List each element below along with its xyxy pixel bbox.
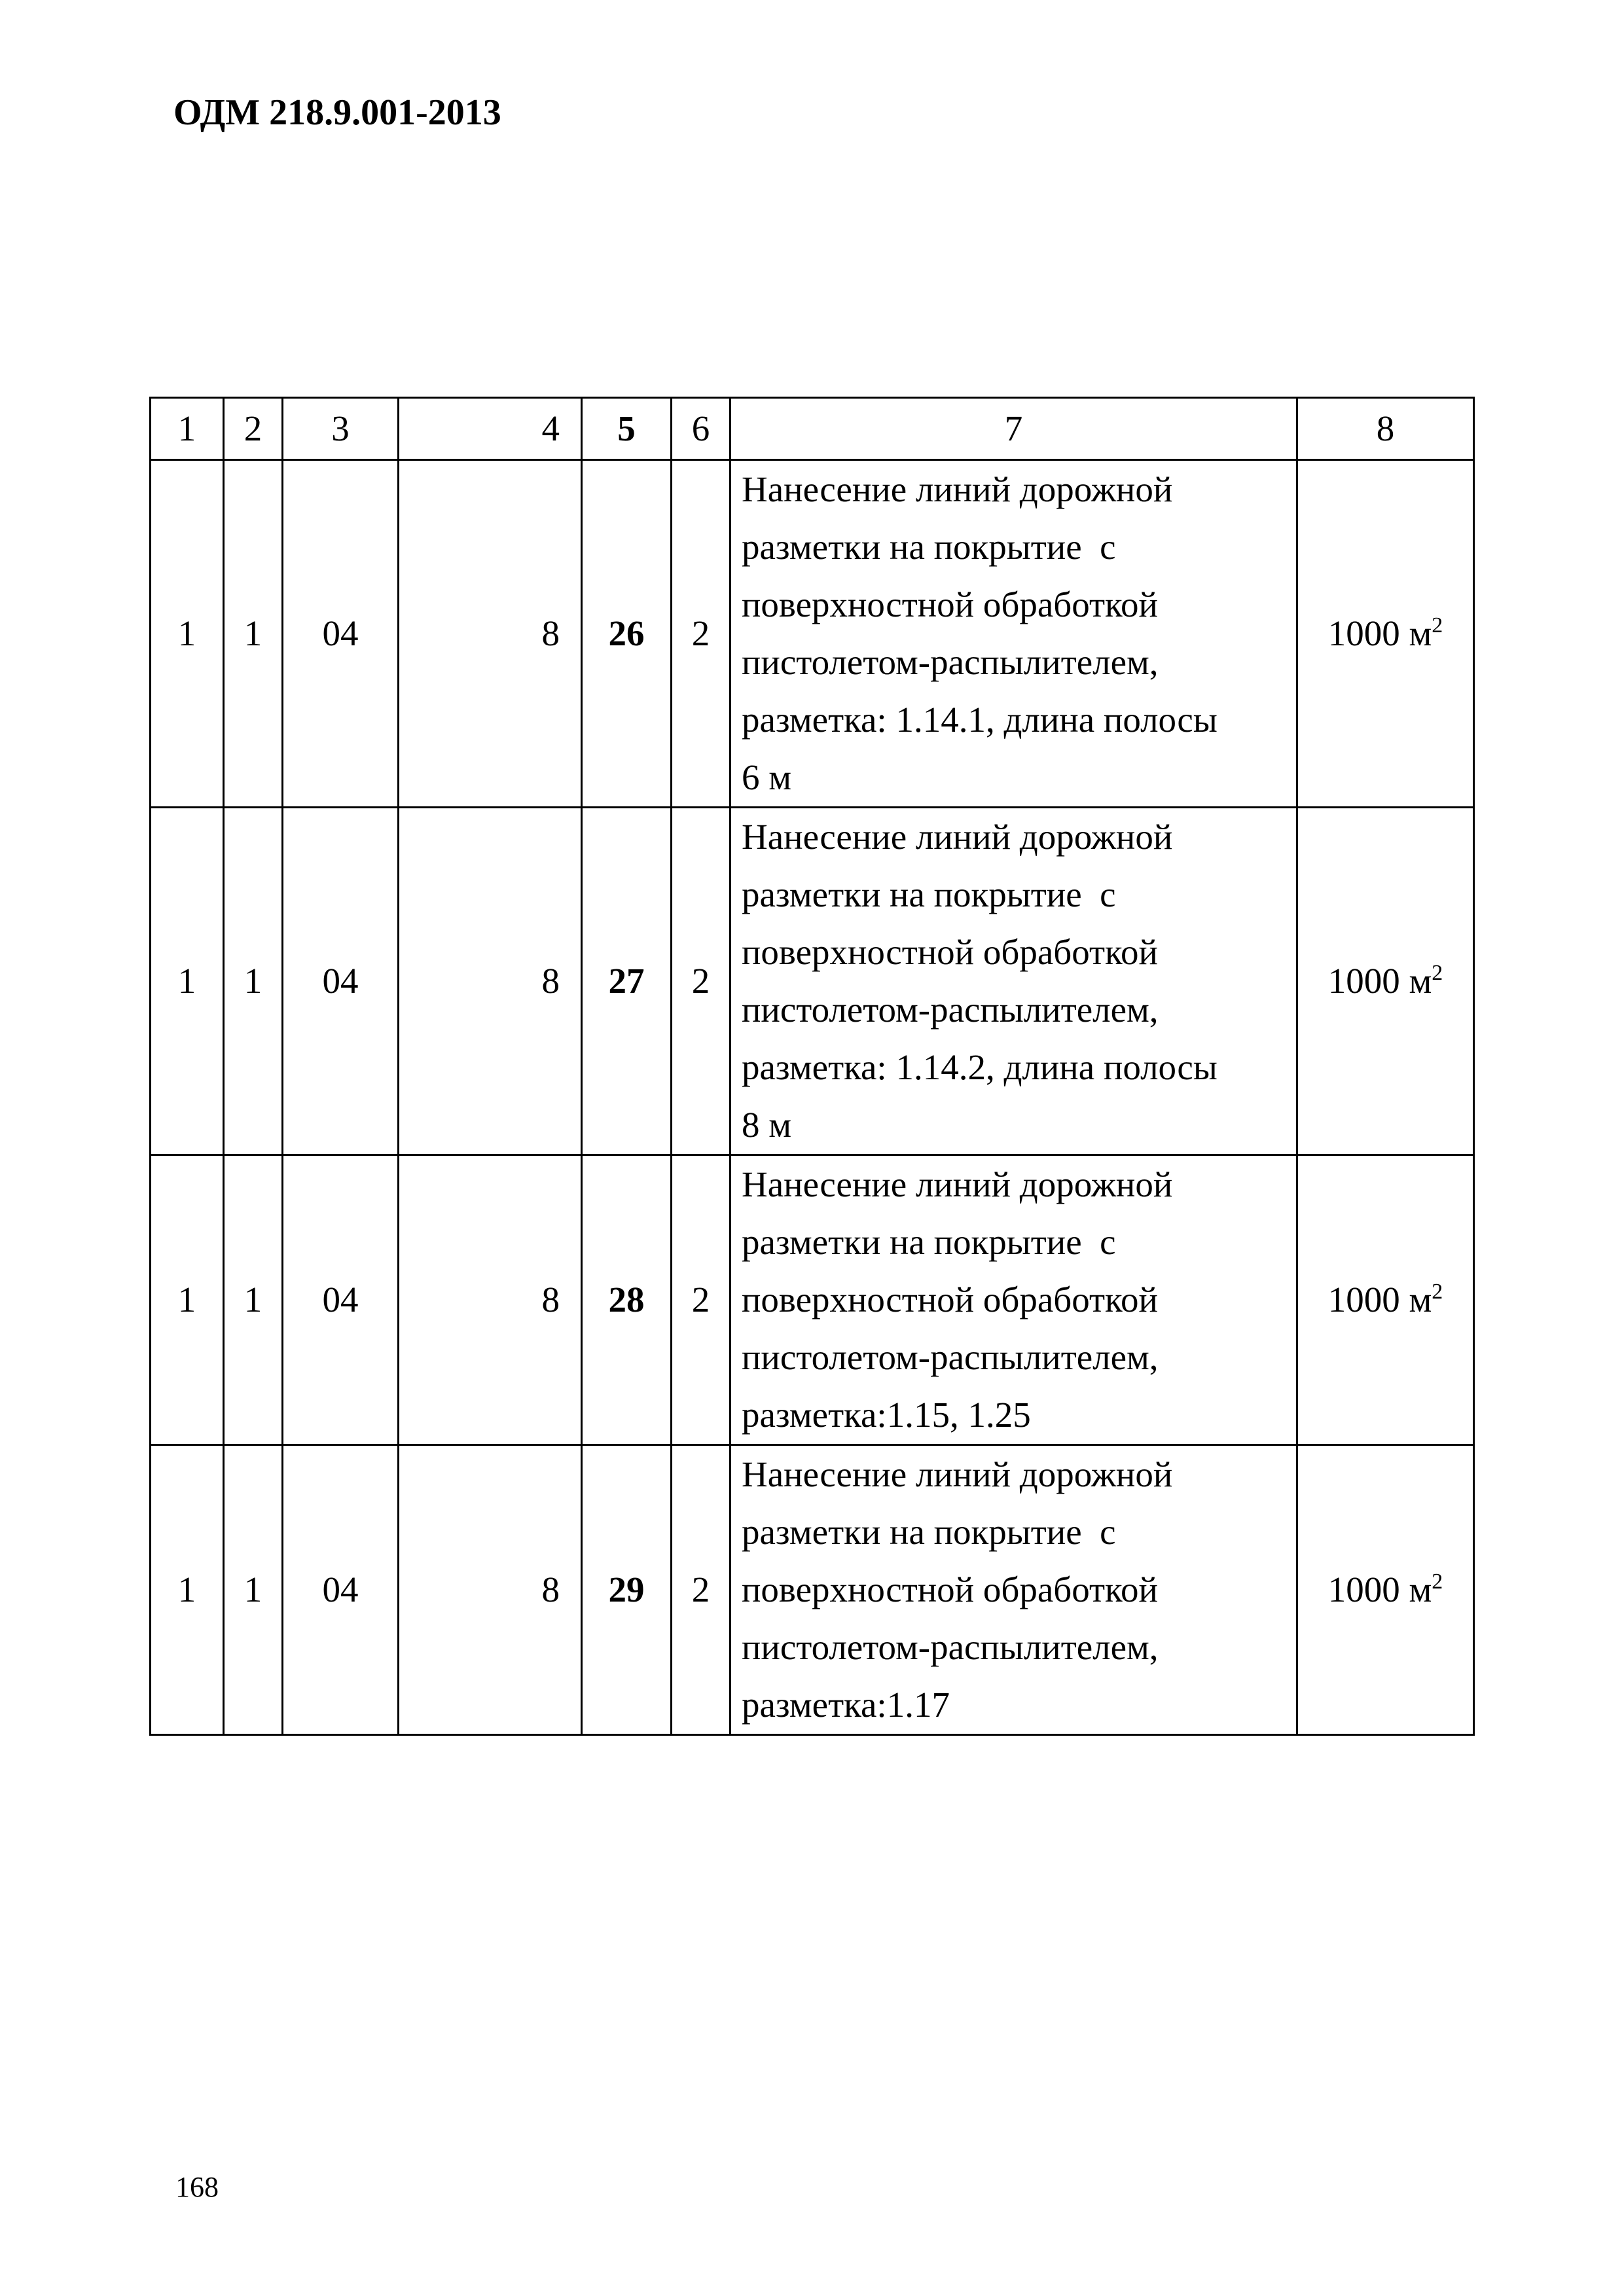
cell-col2: 1 xyxy=(224,460,283,808)
cell-col5: 26 xyxy=(582,460,672,808)
table-row xyxy=(151,808,1474,1155)
column-number-5: 5 xyxy=(582,398,672,460)
cell-description xyxy=(731,1445,1297,1735)
column-number-8: 8 xyxy=(1297,398,1474,460)
unit-exponent: 2 xyxy=(1432,961,1443,985)
description-line: поверхностной обработкой xyxy=(742,584,1158,624)
cell-col3: 04 xyxy=(283,808,399,1155)
cell-col1: 1 xyxy=(151,1445,224,1735)
document-code-header: ОДМ 218.9.001-2013 xyxy=(173,92,501,133)
cell-description xyxy=(731,1155,1297,1445)
description-line: пистолетом-распылителем, xyxy=(742,1337,1159,1377)
cell-col1: 1 xyxy=(151,808,224,1155)
description-line: пистолетом-распылителем, xyxy=(742,642,1159,682)
column-number-1: 1 xyxy=(151,398,224,460)
cell-col4: 8 xyxy=(399,1445,582,1735)
column-number-7: 7 xyxy=(731,398,1297,460)
cell-col2: 1 xyxy=(224,808,283,1155)
table-row xyxy=(151,460,1474,808)
description-line: 6 м xyxy=(742,757,792,797)
cell-col6: 2 xyxy=(672,1445,731,1735)
cell-col2: 1 xyxy=(224,1445,283,1735)
description-line: разметка: 1.14.2, длина полосы xyxy=(742,1047,1218,1087)
description-line: разметки на покрытие с xyxy=(742,874,1116,914)
cell-description xyxy=(731,460,1297,808)
cell-col1: 1 xyxy=(151,1155,224,1445)
description-line: Нанесение линий дорожной xyxy=(742,817,1173,857)
cell-col6: 2 xyxy=(672,808,731,1155)
cell-col6: 2 xyxy=(672,460,731,808)
unit-exponent: 2 xyxy=(1432,613,1443,637)
cell-col4: 8 xyxy=(399,460,582,808)
unit-text: 1000 м xyxy=(1327,613,1432,653)
column-number-6: 6 xyxy=(672,398,731,460)
cell-col3: 04 xyxy=(283,1445,399,1735)
description-line: поверхностной обработкой xyxy=(742,932,1158,972)
cell-unit xyxy=(1297,1155,1474,1445)
description-line: поверхностной обработкой xyxy=(742,1570,1158,1609)
description-line: разметки на покрытие с xyxy=(742,1222,1116,1262)
description-line: разметка:1.17 xyxy=(742,1685,950,1725)
cell-col2: 1 xyxy=(224,1155,283,1445)
description-line: Нанесение линий дорожной xyxy=(742,1164,1173,1204)
description-line: 8 м xyxy=(742,1105,792,1145)
cell-col4: 8 xyxy=(399,1155,582,1445)
cell-col1: 1 xyxy=(151,460,224,808)
cell-unit xyxy=(1297,1445,1474,1735)
column-number-3: 3 xyxy=(283,398,399,460)
unit-exponent: 2 xyxy=(1432,1570,1443,1594)
cell-description xyxy=(731,808,1297,1155)
cell-col5: 28 xyxy=(582,1155,672,1445)
description-line: пистолетом-распылителем, xyxy=(742,1627,1159,1667)
cell-unit xyxy=(1297,808,1474,1155)
page-number: 168 xyxy=(175,2171,219,2203)
table-row xyxy=(151,1155,1474,1445)
description-line: разметки на покрытие с xyxy=(742,1512,1116,1552)
description-line: разметки на покрытие с xyxy=(742,527,1116,567)
cell-col3: 04 xyxy=(283,460,399,808)
description-line: Нанесение линий дорожной xyxy=(742,1454,1173,1494)
description-line: пистолетом-распылителем, xyxy=(742,990,1159,1030)
description-line: разметка: 1.14.1, длина полосы xyxy=(742,700,1218,740)
cell-col4: 8 xyxy=(399,808,582,1155)
unit-text: 1000 м xyxy=(1327,1570,1432,1609)
column-number-4: 4 xyxy=(399,398,582,460)
cell-col6: 2 xyxy=(672,1155,731,1445)
cell-col5: 29 xyxy=(582,1445,672,1735)
table-row xyxy=(151,1445,1474,1735)
cell-unit xyxy=(1297,460,1474,808)
description-line: разметка:1.15, 1.25 xyxy=(742,1395,1031,1435)
column-number-2: 2 xyxy=(224,398,283,460)
column-number-row xyxy=(151,398,1474,460)
unit-text: 1000 м xyxy=(1327,1280,1432,1319)
rates-table xyxy=(149,397,1475,1736)
cell-col3: 04 xyxy=(283,1155,399,1445)
cell-col5: 27 xyxy=(582,808,672,1155)
description-line: поверхностной обработкой xyxy=(742,1280,1158,1319)
unit-text: 1000 м xyxy=(1327,961,1432,1001)
unit-exponent: 2 xyxy=(1432,1280,1443,1304)
description-line: Нанесение линий дорожной xyxy=(742,469,1173,509)
